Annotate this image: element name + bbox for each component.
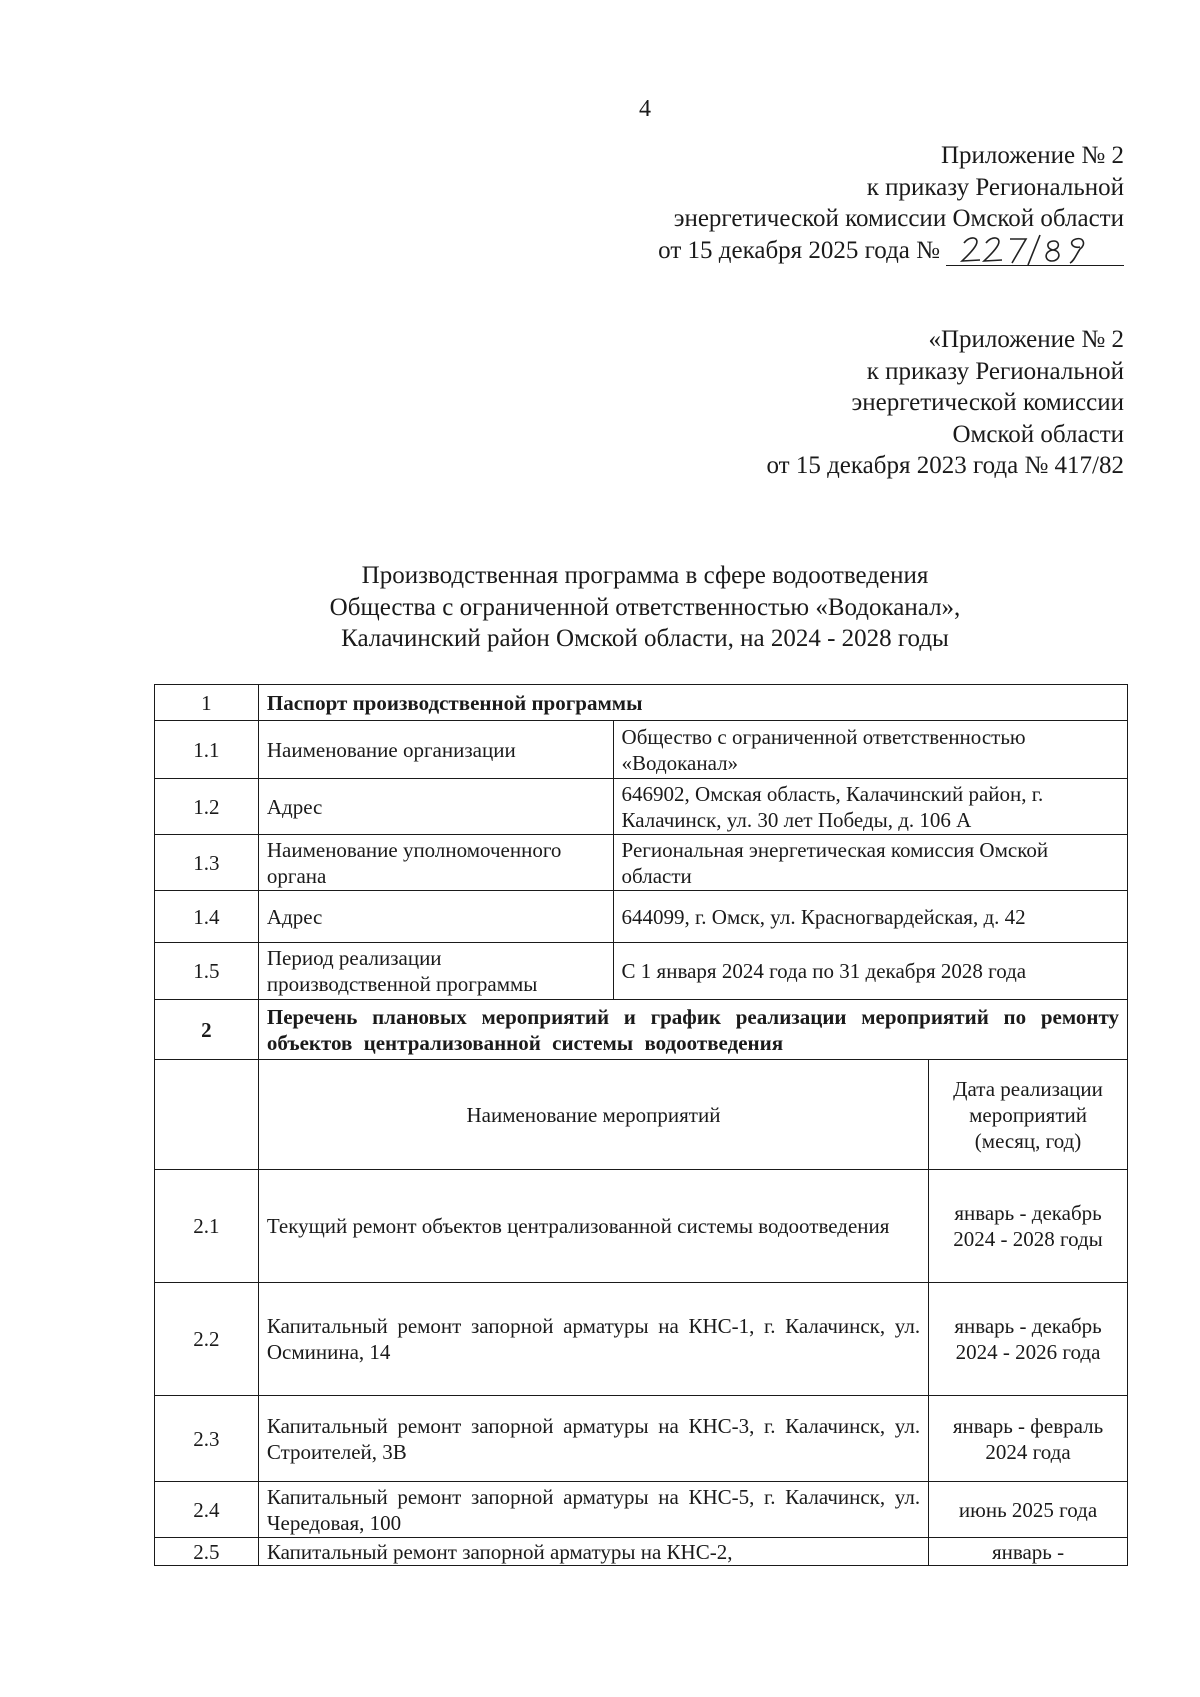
empty-cell — [155, 1060, 259, 1170]
table-row — [155, 1482, 1128, 1538]
page-number: 4 — [639, 96, 651, 122]
quoted-header-line: от 15 декабря 2023 года № 417/82 — [766, 452, 1124, 479]
activity-date: январь - декабрь 2024 - 2026 года — [929, 1283, 1128, 1396]
row-number: 1.2 — [155, 779, 259, 835]
row-number: 2.5 — [155, 1538, 259, 1566]
section-title: Перечень плановых мероприятий и график реализации мероприятий по ремонту объектов централизованной системы водоотведения — [258, 1000, 1127, 1060]
activity-date: июнь 2025 года — [929, 1482, 1128, 1538]
activity-name: Текущий ремонт объектов централизованной системы водоотведения — [258, 1170, 928, 1283]
column-header-row — [155, 1060, 1128, 1170]
table-row — [155, 1170, 1128, 1283]
table-row — [155, 779, 1128, 835]
title-line: Калачинский район Омской области, на 2024 - 2028 годы — [341, 625, 949, 652]
row-number: 2.4 — [155, 1482, 259, 1538]
section-header-row — [155, 685, 1128, 721]
appendix-header-line: к приказу Региональной — [866, 173, 1124, 201]
row-number: 2.3 — [155, 1396, 259, 1482]
row-number: 1.5 — [155, 943, 259, 1000]
row-value: Региональная энергетическая комиссия Омской области — [613, 835, 1127, 891]
row-label: Наименование организации — [258, 721, 613, 779]
title-line: Производственная программа в сфере водоотведения — [361, 562, 929, 589]
column-header-name: Наименование мероприятий — [258, 1060, 928, 1170]
column-header-date: Дата реализации мероприятий (месяц, год) — [929, 1060, 1128, 1170]
program-table — [154, 684, 1128, 1566]
quoted-header-line: Омской области — [952, 420, 1124, 448]
activity-date: январь - февраль 2024 года — [929, 1396, 1128, 1482]
row-number: 1.1 — [155, 721, 259, 779]
row-label: Период реализации производственной программы — [258, 943, 613, 1000]
section-number: 1 — [155, 685, 259, 721]
appendix-header — [658, 140, 1124, 266]
quoted-header-line: к приказу Региональной — [866, 357, 1124, 385]
handwritten-number — [946, 239, 1124, 266]
row-number: 2.1 — [155, 1170, 259, 1283]
row-value: 646902, Омская область, Калачинский район, г. Калачинск, ул. 30 лет Победы, д. 106 А — [613, 779, 1127, 835]
quoted-header — [766, 324, 1124, 482]
section-title: Паспорт производственной программы — [258, 685, 1127, 721]
row-label: Адрес — [258, 779, 613, 835]
table-row — [155, 943, 1128, 1000]
quoted-header-line: «Приложение № 2 — [928, 326, 1124, 353]
row-value: Общество с ограниченной ответственностью «Водоканал» — [613, 721, 1127, 779]
row-number: 2.2 — [155, 1283, 259, 1396]
table-row — [155, 721, 1128, 779]
activity-date: январь - — [929, 1538, 1128, 1566]
row-label: Адрес — [258, 891, 613, 943]
title-line: Общества с ограниченной ответственностью «Водоканал», — [329, 593, 961, 621]
table-row — [155, 1538, 1128, 1566]
table-row — [155, 1396, 1128, 1482]
quoted-header-line: энергетической комиссии — [851, 389, 1124, 416]
table-row — [155, 835, 1128, 891]
appendix-header-line: Приложение № 2 — [940, 142, 1124, 169]
table-row — [155, 1283, 1128, 1396]
row-label: Наименование уполномоченного органа — [258, 835, 613, 891]
activity-name: Капитальный ремонт запорной арматуры на КНС-1, г. Калачинск, ул. Осминина, 14 — [258, 1283, 928, 1396]
order-date-prefix: от 15 декабря 2025 года № — [658, 236, 940, 264]
row-number: 1.3 — [155, 835, 259, 891]
activity-name: Капитальный ремонт запорной арматуры на КНС-5, г. Калачинск, ул. Чередовая, 100 — [258, 1482, 928, 1538]
section-number: 2 — [155, 1000, 259, 1060]
activity-name: Капитальный ремонт запорной арматуры на КНС-3, г. Калачинск, ул. Строителей, 3В — [258, 1396, 928, 1482]
activity-name: Капитальный ремонт запорной арматуры на КНС-2, — [258, 1538, 928, 1566]
appendix-header-line: энергетической комиссии Омской области — [673, 205, 1124, 232]
document-title — [0, 560, 1200, 655]
row-number: 1.4 — [155, 891, 259, 943]
row-value: С 1 января 2024 года по 31 декабря 2028 года — [613, 943, 1127, 1000]
handwritten-number-icon — [958, 233, 1108, 267]
row-value: 644099, г. Омск, ул. Красногвардейская, д. 42 — [613, 891, 1127, 943]
appendix-header-order-line — [658, 235, 1124, 267]
table-row — [155, 891, 1128, 943]
section-header-row — [155, 1000, 1128, 1060]
activity-date: январь - декабрь 2024 - 2028 годы — [929, 1170, 1128, 1283]
